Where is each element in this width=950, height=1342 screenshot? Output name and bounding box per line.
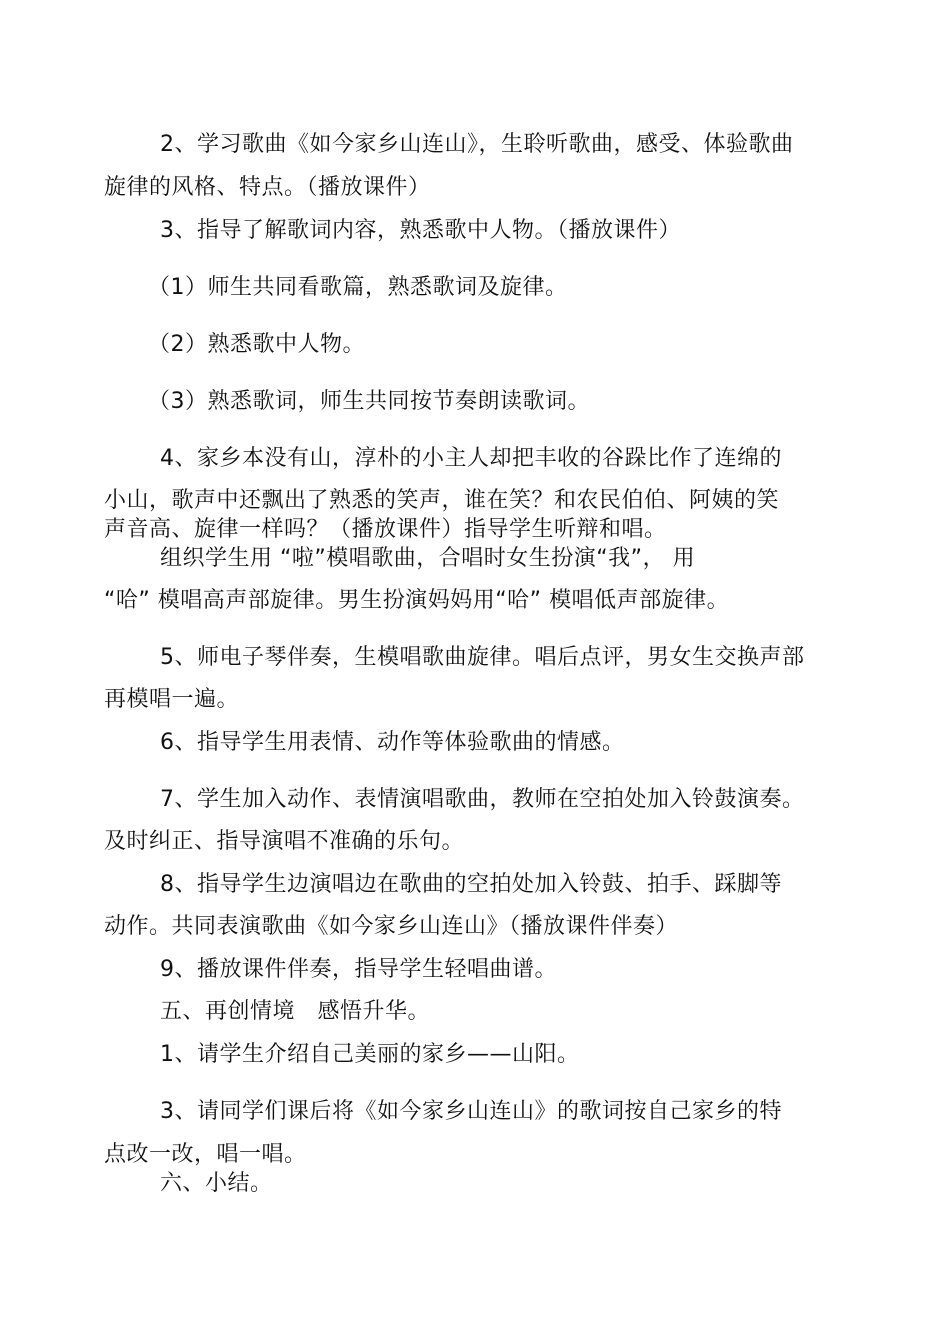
paragraph-line: 3、指导了解歌词内容，熟悉歌中人物。（播放课件） xyxy=(160,218,681,243)
paragraph-line: 小山，歌声中还飘出了熟悉的笑声，谁在笑？和农民伯伯、阿姨的笑 xyxy=(104,488,780,513)
paragraph-line: 3、请同学们课后将《如今家乡山连山》的歌词按自己家乡的特 xyxy=(160,1099,782,1124)
paragraph-line: 4、家乡本没有山，淳朴的小主人却把丰收的谷跺比作了连绵的 xyxy=(160,446,782,471)
paragraph-line: 6、指导学生用表情、动作等体验歌曲的情感。 xyxy=(160,730,625,755)
paragraph-line: 2、学习歌曲《如今家乡山连山》，生聆听歌曲，感受、体验歌曲 xyxy=(160,132,794,157)
paragraph-line: 点改一改，唱一唱。 xyxy=(104,1142,307,1167)
paragraph-line: （3）熟悉歌词，师生共同按节奏朗读歌词。 xyxy=(148,389,590,414)
paragraph-line: 5、师电子琴伴奏，生模唱歌曲旋律。唱后点评，男女生交换声部 xyxy=(160,645,805,670)
paragraph-line: （2）熟悉歌中人物。 xyxy=(148,332,365,357)
paragraph-line: 7、学生加入动作、表情演唱歌曲，教师在空拍处加入铃鼓演奏。 xyxy=(160,787,805,812)
paragraph-line: 动作。共同表演歌曲《如今家乡山连山》（播放课件伴奏） xyxy=(104,914,679,939)
paragraph-line: 声音高、旋律一样吗？（播放课件）指导学生听辩和唱。 xyxy=(104,517,667,542)
paragraph-line: 8、指导学生边演唱边在歌曲的空拍处加入铃鼓、拍手、踩脚等 xyxy=(160,872,782,897)
section-heading: 五、再创情境 感悟升华。 xyxy=(160,999,431,1024)
paragraph-line: 1、请学生介绍自己美丽的家乡——山阳。 xyxy=(160,1042,580,1067)
section-heading: 六、小结。 xyxy=(160,1171,273,1196)
paragraph-line: 组织学生用 “啦”模唱歌曲，合唱时女生扮演“我”， 用 xyxy=(160,546,696,571)
paragraph-line: “哈” 模唱高声部旋律。男生扮演妈妈用“哈” 模唱低声部旋律。 xyxy=(104,588,730,613)
paragraph-line: 再模唱一遍。 xyxy=(104,687,240,712)
paragraph-line: 旋律的风格、特点。（播放课件） xyxy=(104,175,431,200)
paragraph-line: （1）师生共同看歌篇，熟悉歌词及旋律。 xyxy=(148,275,568,300)
paragraph-line: 9、播放课件伴奏，指导学生轻唱曲谱。 xyxy=(160,957,557,982)
paragraph-line: 及时纠正、指导演唱不准确的乐句。 xyxy=(104,829,465,854)
